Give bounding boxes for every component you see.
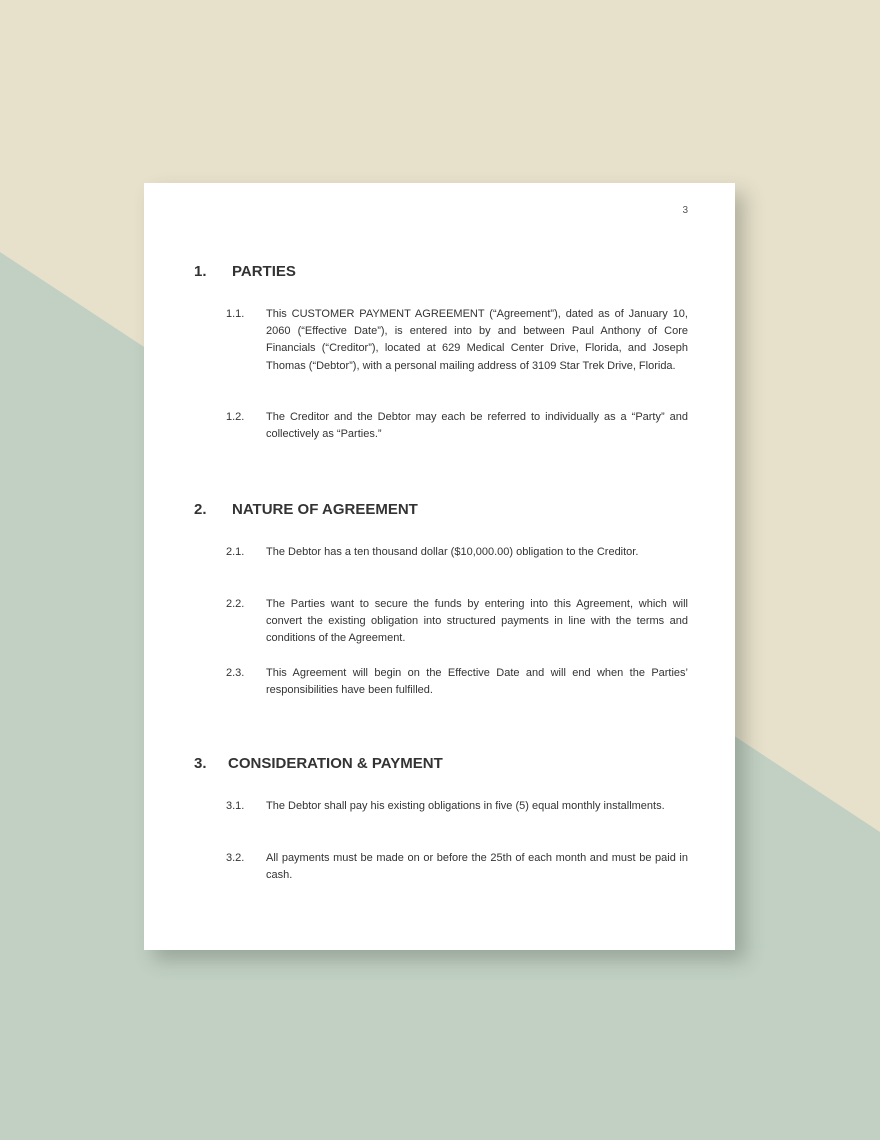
section-number: 2.	[194, 501, 207, 518]
clause-3-2	[226, 850, 688, 884]
clause-number: 3.2.	[226, 852, 245, 864]
clause-number: 2.3.	[226, 667, 245, 679]
section-number: 1.	[194, 263, 207, 280]
clause-text: All payments must be made on or before the 25th of each month and must be paid in cash.	[266, 852, 688, 882]
section-title: CONSIDERATION & PAYMENT	[228, 755, 443, 772]
clause-number: 1.2.	[226, 411, 245, 423]
clause-text: This CUSTOMER PAYMENT AGREEMENT (“Agreement”), dated as of January 10, 2060 (“Effective Date”), is entered into by and between Paul Anthony of Core Financials (“Creditor”), located at 629 Medical Center Drive, Florida, and Joseph Thomas (“Debtor”), with a personal mailing address of 3109 Star Trek Drive, Florida.	[266, 308, 688, 372]
section-heading-parties	[194, 263, 694, 280]
clause-1-1	[226, 306, 688, 375]
clause-1-2	[226, 409, 688, 443]
clause-text: The Debtor has a ten thousand dollar ($10,000.00) obligation to the Creditor.	[266, 546, 639, 558]
page-number: 3	[682, 205, 688, 216]
clause-2-1	[226, 544, 688, 561]
clause-2-3	[226, 665, 688, 699]
clause-number: 1.1.	[226, 308, 245, 320]
clause-2-2	[226, 596, 688, 648]
clause-number: 2.2.	[226, 598, 245, 610]
section-number: 3.	[194, 755, 207, 772]
clause-text: This Agreement will begin on the Effective Date and will end when the Parties’ responsibilities have been fulfilled.	[266, 667, 688, 697]
clause-3-1	[226, 798, 688, 815]
section-title: PARTIES	[232, 263, 296, 280]
clause-text: The Parties want to secure the funds by entering into this Agreement, which will convert the existing obligation into structured payments in line with the terms and conditions of the Agreement.	[266, 598, 688, 645]
section-title: NATURE OF AGREEMENT	[232, 501, 418, 518]
clause-text: The Debtor shall pay his existing obligations in five (5) equal monthly installments.	[266, 800, 665, 812]
section-heading-consideration-payment	[194, 755, 694, 772]
clause-number: 3.1.	[226, 800, 245, 812]
section-heading-nature-of-agreement	[194, 501, 694, 518]
document-page	[144, 183, 735, 950]
clause-text: The Creditor and the Debtor may each be referred to individually as a “Party” and collectively as “Parties.”	[266, 411, 688, 441]
clause-number: 2.1.	[226, 546, 245, 558]
